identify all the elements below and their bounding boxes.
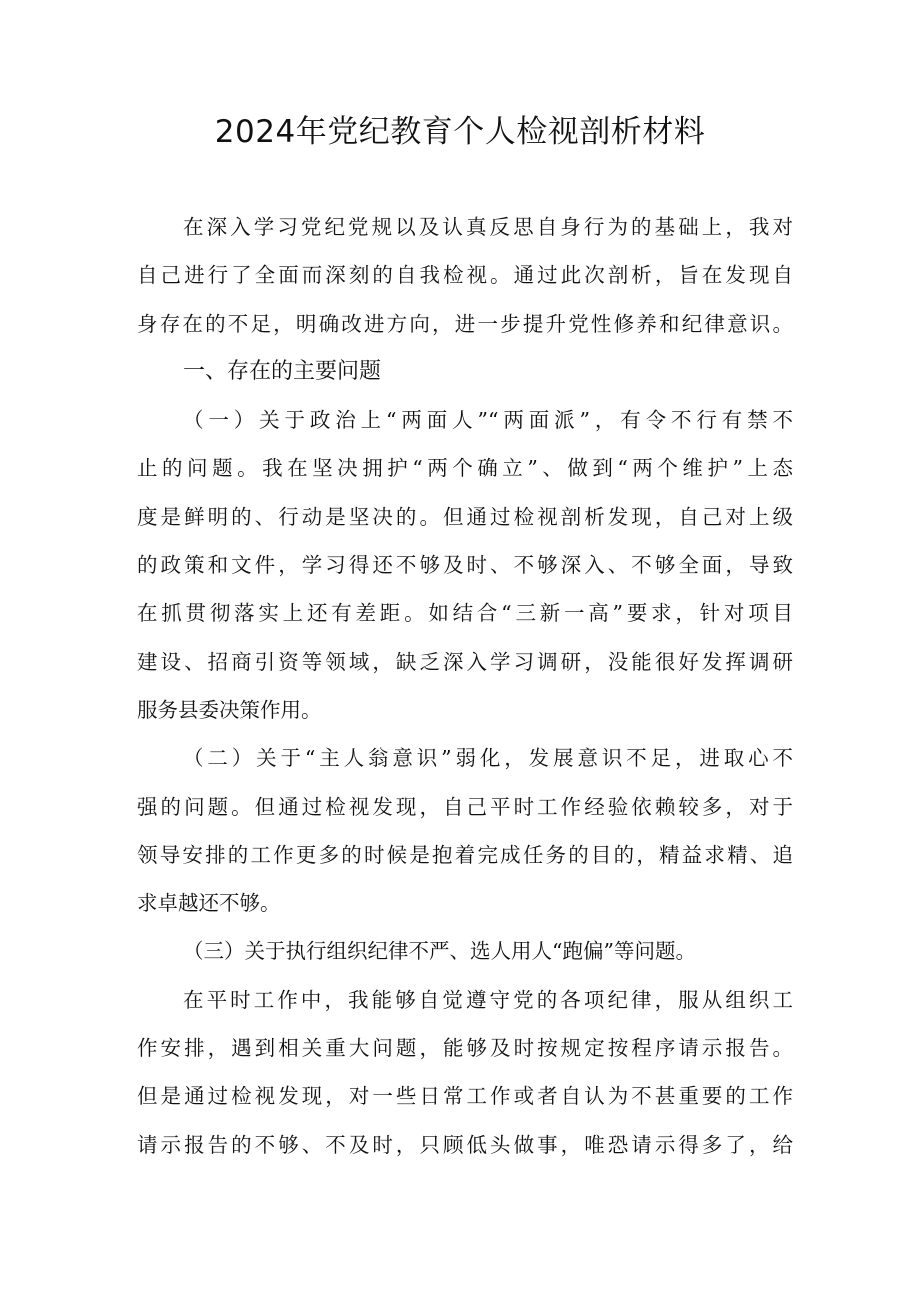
item-two-line: 强的问题。但通过检视发现，自己平时工作经验依赖较多，对于 <box>137 794 793 819</box>
item-one-line: 的政策和文件，学习得还不够及时、不够深入、不够全面，导致 <box>137 553 793 578</box>
item-three-line: 请示报告的不够、不及时，只顾低头做事，唯恐请示得多了，给 <box>137 1132 793 1157</box>
item-one-line: 度是鲜明的、行动是坚决的。但通过检视剖析发现，自己对上级 <box>137 504 793 529</box>
item-one-line: 止的问题。我在坚决拥护“两个确立”、做到“两个维护”上态 <box>137 456 793 481</box>
item-two-line: 领导安排的工作更多的时候是抱着完成任务的目的，精益求精、追 <box>137 842 793 867</box>
item-one-line: 服务县委决策作用。 <box>137 697 322 722</box>
document-title: 2024年党纪教育个人检视剖析材料 <box>214 114 706 150</box>
item-three-paragraph <box>137 976 793 1169</box>
item-three-line: 作安排，遇到相关重大问题，能够及时按规定按程序请示报告。 <box>137 1036 793 1061</box>
item-two-paragraph <box>137 734 793 927</box>
item-two-line: 求卓越还不够。 <box>137 891 281 916</box>
section-heading: 一、存在的主要问题 <box>183 358 382 384</box>
item-one-paragraph <box>137 396 793 734</box>
intro-line: 自己进行了全面而深刻的自我检视。通过此次剖析，旨在发现自 <box>137 263 793 288</box>
intro-line: 在深入学习党纪党规以及认真反思自身行为的基础上，我对 <box>183 215 793 239</box>
item-two-line: （二）关于“主人翁意识”弱化，发展意识不足，进取心不 <box>183 746 793 771</box>
item-one-line: 在抓贯彻落实上还有差距。如结合“三新一高”要求，针对项目 <box>137 601 793 626</box>
item-one-line: （一）关于政治上“两面人”“两面派”，有令不行有禁不 <box>183 408 793 433</box>
document-body <box>137 203 793 1169</box>
item-three-line: 但是通过检视发现，对一些日常工作或者自认为不甚重要的工作 <box>137 1084 793 1109</box>
item-three-heading: （三）关于执行组织纪律不严、选人用人“跑偏”等问题。 <box>183 939 696 964</box>
item-one-line: 建设、招商引资等领域，缺乏深入学习调研，没能很好发挥调研 <box>137 649 793 674</box>
item-three-line: 在平时工作中，我能够自觉遵守党的各项纪律，服从组织工 <box>183 987 793 1012</box>
intro-paragraph <box>137 203 793 348</box>
intro-line: 身存在的不足，明确改进方向，进一步提升党性修养和纪律意识。 <box>137 311 793 336</box>
